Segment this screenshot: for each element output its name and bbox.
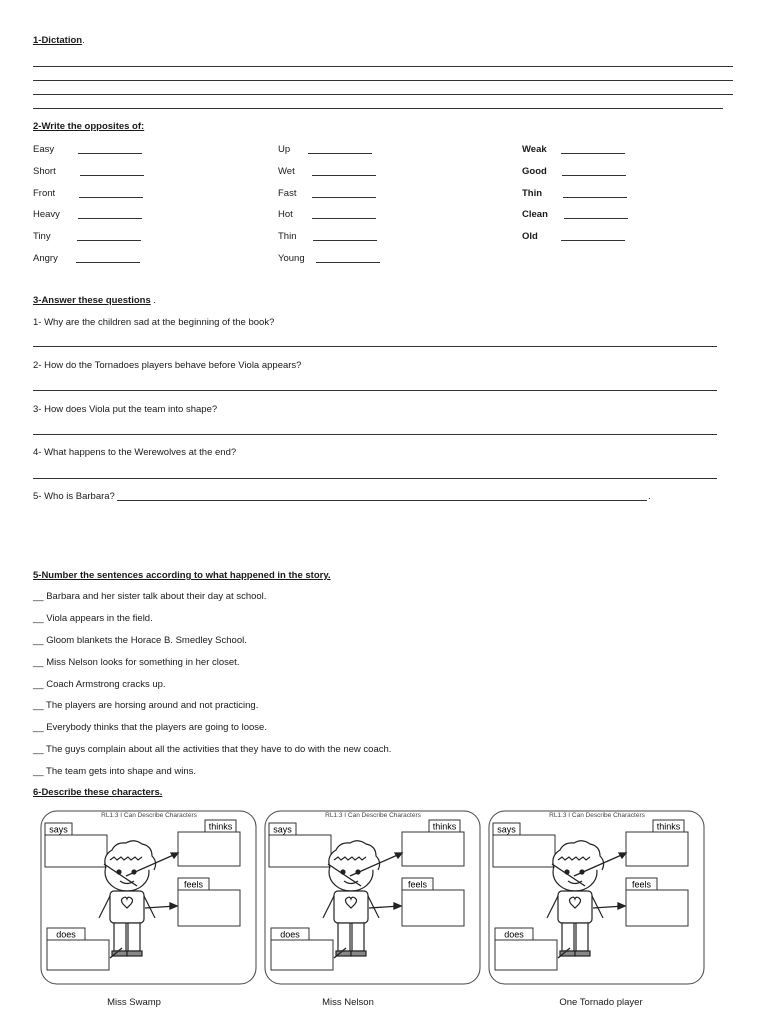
answer-line[interactable]	[117, 500, 647, 501]
word: Tiny	[33, 231, 51, 242]
card-title: RL1.3 I Can Describe Characters	[325, 812, 421, 819]
answer-blank[interactable]	[78, 218, 142, 219]
does-label: does	[56, 929, 76, 940]
says-box	[45, 835, 107, 867]
sequence-item[interactable]: __ Gloom blankets the Horace B. Smedley School.	[33, 635, 247, 646]
word: Good	[522, 166, 547, 177]
dictation-line	[33, 80, 733, 81]
answer-line[interactable]	[33, 434, 717, 435]
does-label: does	[280, 929, 300, 940]
answer-blank[interactable]	[562, 175, 626, 176]
feels-label: feels	[183, 879, 204, 890]
sequence-item[interactable]: __ Miss Nelson looks for something in her closet.	[33, 657, 240, 668]
answer-line[interactable]	[33, 478, 717, 479]
answer-line[interactable]	[33, 390, 717, 391]
thinks-box	[626, 832, 688, 866]
character-organizer-graphic	[40, 808, 258, 986]
dictation-line	[33, 94, 733, 95]
word: Wet	[278, 166, 295, 177]
word: Front	[33, 188, 56, 199]
feels-box	[626, 890, 688, 926]
sequence-item[interactable]: __ Coach Armstrong cracks up.	[33, 679, 166, 690]
character-organizer-graphic	[488, 808, 706, 986]
opposites-heading: 2-Write the opposites of:	[33, 121, 145, 132]
dictation-heading: 1-Dictation.	[33, 35, 85, 46]
word: Old	[522, 231, 538, 242]
thinks-box	[402, 832, 464, 866]
does-label: does	[504, 929, 524, 940]
character-name: One Tornado player	[559, 997, 643, 1008]
word: Angry	[33, 253, 58, 264]
answer-blank[interactable]	[308, 153, 372, 154]
says-label: says	[273, 824, 292, 835]
feels-box	[402, 890, 464, 926]
dictation-line	[33, 66, 733, 67]
word: Thin	[278, 231, 297, 242]
word: Thin	[522, 188, 543, 199]
question-1: 1- Why are the children sad at the beginning of the book?	[33, 317, 275, 328]
answer-blank[interactable]	[76, 262, 140, 263]
sequence-item[interactable]: __ The players are horsing around and not practicing.	[33, 700, 259, 711]
sequence-heading: 5-Number the sentences according to what happened in the story.	[33, 570, 331, 581]
thinks-label: thinks	[432, 821, 457, 832]
says-label: says	[49, 824, 68, 835]
answer-blank[interactable]	[313, 240, 377, 241]
question-4: 4- What happens to the Werewolves at the end?	[33, 447, 237, 458]
answer-blank[interactable]	[79, 197, 143, 198]
does-box	[47, 940, 109, 970]
word: Up	[278, 144, 291, 155]
word: Easy	[33, 144, 55, 155]
does-box	[495, 940, 557, 970]
character-name: Miss Nelson	[322, 997, 374, 1008]
answer-blank[interactable]	[312, 197, 376, 198]
word: Fast	[278, 188, 297, 199]
character-organizer-graphic	[264, 808, 482, 986]
card-title: RL1.3 I Can Describe Characters	[101, 812, 197, 819]
feels-label: feels	[631, 879, 652, 890]
feels-box	[178, 890, 240, 926]
sequence-item[interactable]: __ Everybody thinks that the players are going to loose.	[33, 722, 267, 733]
word: Young	[278, 253, 305, 264]
line-period: .	[648, 491, 651, 502]
answer-blank[interactable]	[312, 175, 376, 176]
question-5: 5- Who is Barbara?	[33, 491, 115, 502]
thinks-box	[178, 832, 240, 866]
answer-line[interactable]	[33, 346, 717, 347]
feels-label: feels	[407, 879, 428, 890]
answer-blank[interactable]	[80, 175, 144, 176]
sequence-item[interactable]: __ The team gets into shape and wins.	[33, 766, 197, 777]
thinks-label: thinks	[656, 821, 681, 832]
questions-heading: 3-Answer these questions .	[33, 295, 157, 306]
answer-blank[interactable]	[563, 197, 627, 198]
answer-blank[interactable]	[561, 240, 625, 241]
answer-blank[interactable]	[77, 240, 141, 241]
character-name: Miss Swamp	[107, 997, 161, 1008]
sequence-item[interactable]: __ The guys complain about all the activities that they have to do with the new coach.	[33, 744, 392, 755]
word: Hot	[278, 209, 293, 220]
answer-blank[interactable]	[564, 218, 628, 219]
answer-blank[interactable]	[312, 218, 376, 219]
question-3: 3- How does Viola put the team into shape?	[33, 404, 218, 415]
says-box	[269, 835, 331, 867]
characters-heading: 6-Describe these characters.	[33, 787, 163, 798]
says-box	[493, 835, 555, 867]
thinks-label: thinks	[208, 821, 233, 832]
word: Weak	[522, 144, 547, 155]
character-card	[264, 808, 482, 986]
does-box	[271, 940, 333, 970]
sequence-item[interactable]: __ Viola appears in the field.	[33, 613, 153, 624]
says-label: says	[497, 824, 516, 835]
answer-blank[interactable]	[78, 153, 142, 154]
word: Short	[33, 166, 56, 177]
question-2: 2- How do the Tornadoes players behave before Viola appears?	[33, 360, 302, 371]
sequence-item[interactable]: __ Barbara and her sister talk about their day at school.	[33, 591, 267, 602]
character-card	[488, 808, 706, 986]
word: Heavy	[33, 209, 60, 220]
card-title: RL1.3 I Can Describe Characters	[549, 812, 645, 819]
word: Clean	[522, 209, 548, 220]
character-card	[40, 808, 258, 986]
answer-blank[interactable]	[561, 153, 625, 154]
dictation-line	[33, 108, 723, 109]
answer-blank[interactable]	[316, 262, 380, 263]
